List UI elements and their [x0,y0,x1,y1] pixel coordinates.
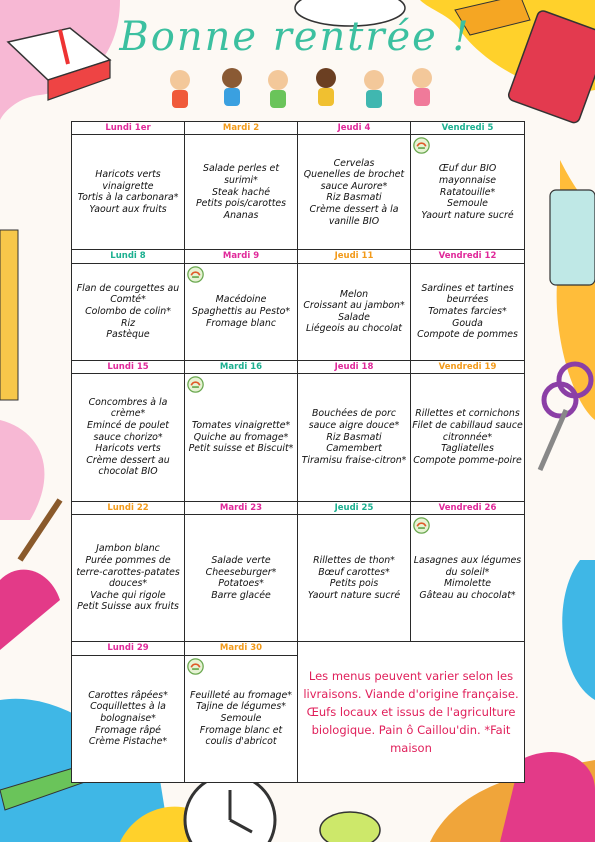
menu-item: Haricots verts vinaigrette [95,169,161,192]
day-header: Lundi 29 [72,642,185,655]
page-title: Bonne rentrée ! [119,14,471,60]
menu-item: Semoule [220,713,262,725]
day-header: Jeudi 11 [298,250,411,263]
menu-item: Vache qui rigole [90,589,166,601]
menu-item: Liégeois au chocolat [306,323,402,335]
menu-item: Compote de pommes [417,329,518,341]
menu-note: Les menus peuvent varier selon les livraisons. Viande d'origine française. Œufs locaux et issus de l'agriculture biologique. Pain ô Caillou'din. *Fait maison [303,669,519,756]
menu-item: Barre glacée [211,589,271,601]
menu-item: Petit Suisse aux fruits [77,601,179,613]
menu-cell [298,135,411,250]
menu-item: Crème Pistache* [88,736,168,748]
menu-item: Cervelas [333,157,375,169]
menu-cell [72,655,185,782]
menu-cell [185,655,298,782]
day-header: Vendredi 19 [411,360,525,373]
menu-cell [72,374,185,501]
menu-item: Œuf dur BIO mayonnaise [438,163,497,186]
menu-cell [185,515,298,642]
day-header: Vendredi 5 [411,122,525,135]
menu-item: Yaourt nature sucré [421,209,514,221]
day-header: Lundi 22 [72,501,185,514]
day-header: Lundi 1er [72,122,185,135]
menu-item: Petit suisse et Biscuit* [188,443,294,455]
day-header: Mardi 9 [185,250,298,263]
menu-item: Quenelles de brochet sauce Aurore* [303,169,405,192]
menu-item: Tajine de légumes* [196,701,286,713]
menu-table [71,121,525,783]
menu-item: Sardines et tartines beurrées [421,282,514,306]
menu-cell [185,374,298,501]
menu-item: Gâteau au chocolat* [419,589,516,601]
menu-item: Bœuf carottes* [318,566,390,578]
menu-cell [298,515,411,642]
menu-item: Petits pois/carottes [195,198,287,210]
menu-item: Colombo de colin* [85,306,171,317]
menu-cell [298,263,411,360]
day-header: Mardi 23 [185,501,298,514]
menu-item: Cheeseburger* [205,566,277,578]
day-header: Lundi 15 [72,360,185,373]
day-header: Mardi 2 [185,122,298,135]
menu-item: Pastèque [106,329,150,341]
menu-item: Riz [120,317,136,329]
day-header: Jeudi 25 [298,501,411,514]
menu-item: Riz Basmati [326,192,382,204]
menu-item: Semoule [447,198,488,210]
menu-item: Concombres à la crème* [88,396,168,420]
menu-item: Haricots verts [95,443,161,455]
menu-cell [185,135,298,250]
menu-cell [185,263,298,360]
menu-item: Tortis à la carbonara* [77,192,179,204]
menu-item: Ananas [223,209,259,221]
menu-item: Yaourt aux fruits [89,203,167,215]
day-header: Lundi 8 [72,250,185,263]
menu-item: Fromage râpé [95,724,161,736]
menu-item: Emincé de poulet sauce chorizo* [87,420,169,443]
menu-item: Tagliatelles [441,443,494,455]
menu-item: Croissant au jambon* [303,300,405,312]
menu-item: Macédoine [215,294,267,306]
menu-item: Compote pomme-poire [413,454,522,466]
menu-cell [72,263,185,360]
day-header: Jeudi 4 [298,122,411,135]
menu-item: Crème dessert au chocolat BIO [86,454,170,478]
menu-item: Coquillettes à la bolognaise* [90,701,166,725]
menu-item: Jambon blanc [96,543,160,555]
menu-item: Quiche au fromage* [193,431,289,443]
menu-cell [72,135,185,250]
day-header: Mardi 16 [185,360,298,373]
menu-item: Salade perles et surimi* [203,163,279,186]
menu-item: Fromage blanc [206,317,276,329]
menu-item: Mimolette [443,578,492,590]
menu-item: Fromage blanc et coulis d'abricot [199,724,283,748]
menu-item: Rillettes et cornichons [415,408,520,420]
menu-cell [411,135,525,250]
menu-item: Yaourt nature sucré [307,589,401,601]
day-header: Mardi 30 [185,642,298,655]
children-illustration [160,64,450,120]
menu-item: Salade verte [211,554,271,566]
menu-item: Rillettes de thon* [313,554,395,566]
menu-item: Tomates vinaigrette* [191,420,291,432]
menu-cell [72,515,185,642]
menu-item: Riz Basmati [326,431,382,443]
menu-item: Spaghettis au Pesto* [191,306,291,317]
menu-item: Tomates farcies* [428,306,507,317]
menu-item: Filet de cabillaud sauce citronnée* [412,420,523,443]
menu-item: Feuilleté au fromage* [190,689,292,701]
menu-cell [411,515,525,642]
menu-item: Carottes râpées* [88,689,168,701]
menu-item: Purée pommes de terre-carottes-patates douces* [76,554,180,590]
menu-item: Gouda [452,317,483,329]
menu-item: Flan de courgettes au Comté* [76,282,180,306]
menu-cell [411,263,525,360]
menu-cell [411,374,525,501]
menu-item: Camembert [326,443,382,455]
menu-item: Melon [339,288,369,300]
menu-item: Bouchées de porc sauce aigre douce* [308,408,400,432]
menu-item: Salade [338,311,370,323]
menu-cell [298,374,411,501]
menu-item: Petits pois [329,578,379,590]
menu-item: Ratatouille* [439,186,496,198]
menu-item: Tiramisu fraise-citron* [301,454,407,466]
menu-item: Crème dessert à la vanille BIO [309,203,399,227]
day-header: Vendredi 12 [411,250,525,263]
menu-note-cell [298,642,525,783]
menu-item: Lasagnes aux légumes du soleil* [413,554,522,578]
day-header: Jeudi 18 [298,360,411,373]
menu-item: Potatoes* [218,578,264,590]
day-header: Vendredi 26 [411,501,525,514]
menu-item: Steak haché [211,186,271,198]
